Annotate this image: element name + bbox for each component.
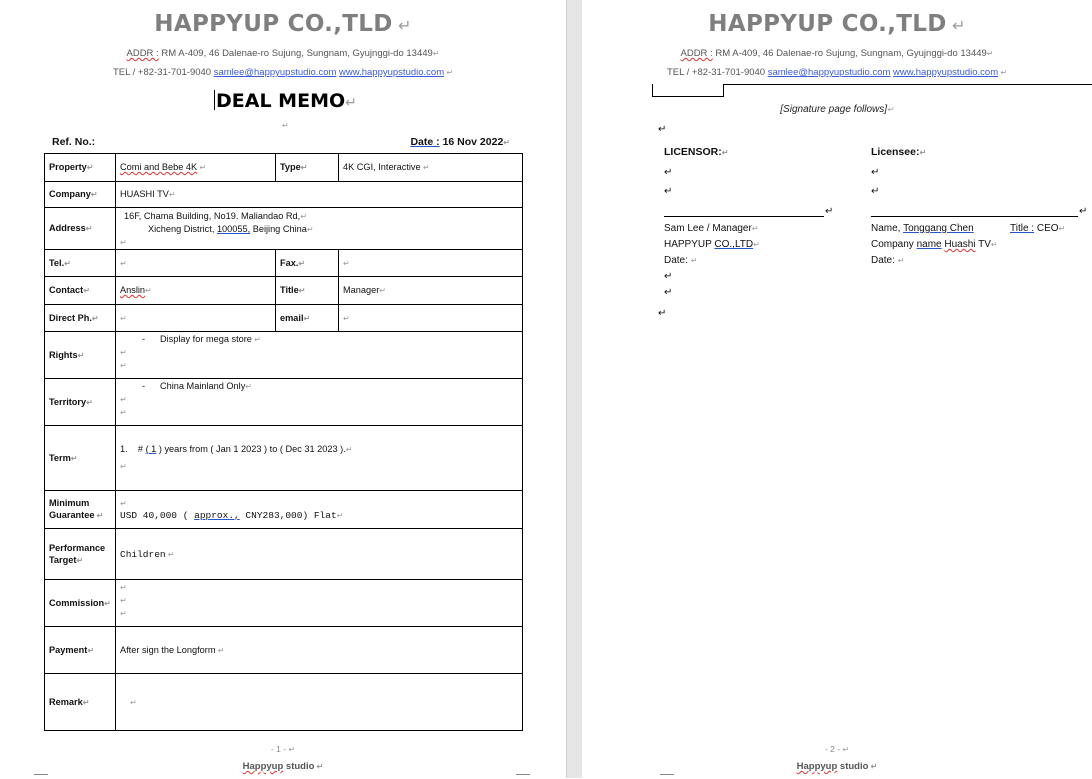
- letterhead-company: HAPPYUP CO.,TLD ↵: [154, 11, 412, 37]
- email-value[interactable]: ↵: [339, 305, 523, 332]
- minimum-guarantee-label: Minimum Guarantee ↵: [45, 491, 116, 529]
- fax-label: Fax.↵: [276, 250, 339, 277]
- page-number: - 1 - ↵: [270, 744, 296, 754]
- licensor-company: HAPPYUP CO.,LTD↵: [664, 239, 760, 250]
- type-label: Type↵: [276, 154, 339, 182]
- memo-date: Date : 16 Nov 2022↵: [410, 136, 510, 148]
- direct-phone-label: Direct Ph.↵: [45, 305, 116, 332]
- rights-value[interactable]: - Display for mega store ↵ ↵ ↵: [116, 332, 523, 379]
- title-value[interactable]: Manager↵: [339, 277, 523, 305]
- paragraph-mark: ↵: [871, 186, 880, 197]
- address-value[interactable]: 16F, Chama Building, No19. Maliandao Rd,↵ Xicheng District, 100055, Beijing China↵ ↵: [116, 208, 523, 250]
- deal-memo-table: [44, 153, 523, 731]
- property-label: Property↵: [45, 154, 116, 182]
- email-link[interactable]: samlee@happyupstudio.com: [213, 67, 337, 78]
- licensee-company: Company name Huashi TV↵: [871, 239, 998, 250]
- footer-studio: Happyup studio ↵: [242, 761, 324, 772]
- table-row: [45, 154, 523, 182]
- letterhead-address: ADDR : RM A-409, 46 Dalenae-ro Sujung, Sungnam, Gyujnggi-do 13449↵: [126, 48, 440, 59]
- page-corner-mark: [516, 774, 530, 779]
- type-value[interactable]: 4K CGI, Interactive ↵: [339, 154, 523, 182]
- text-cursor: [214, 90, 215, 110]
- table-row: [45, 182, 523, 208]
- memo-title: DEAL MEMO↵: [216, 90, 357, 112]
- company-label: Company↵: [45, 182, 116, 208]
- paragraph-mark: ↵: [664, 167, 673, 178]
- commission-value[interactable]: ↵ ↵ ↵: [116, 580, 523, 627]
- page-gutter: [566, 0, 582, 778]
- paragraph-mark: ↵: [664, 186, 673, 197]
- page-corner-mark: [34, 774, 48, 779]
- company-value[interactable]: HUASHI TV↵: [116, 182, 523, 208]
- payment-value[interactable]: After sign the Longform ↵: [116, 627, 523, 674]
- paragraph-mark: ↵: [825, 206, 834, 217]
- paragraph-mark: ↵: [658, 308, 667, 319]
- paragraph-mark: ↵: [658, 124, 667, 135]
- table-row: [45, 305, 523, 332]
- table-row: [45, 674, 523, 731]
- email-label: email↵: [276, 305, 339, 332]
- licensor-signature-line[interactable]: [664, 216, 824, 217]
- page-corner-mark: [660, 774, 674, 779]
- property-value[interactable]: Comi and Bebe 4K ↵: [116, 154, 276, 182]
- licensor-date[interactable]: Date: ↵: [664, 255, 698, 266]
- paragraph-mark: ↵: [871, 167, 880, 178]
- licensee-title: Title : CEO↵: [1010, 223, 1066, 234]
- letterhead-contact: TEL / +82-31-701-9040 samlee@happyupstudio.com www.happyupstudio.com ↵: [666, 67, 1008, 78]
- contact-label: Contact↵: [45, 277, 116, 305]
- tel-value[interactable]: ↵: [116, 250, 276, 277]
- ref-label: Ref. No.:: [52, 136, 96, 148]
- table-row: [45, 529, 523, 580]
- territory-label: Territory↵: [45, 379, 116, 426]
- minimum-guarantee-value[interactable]: ↵ USD 40,000 ( approx., CNY283,000) Flat↵: [116, 491, 523, 529]
- website-link[interactable]: www.happyupstudio.com: [893, 67, 999, 78]
- paragraph-mark: ↵: [664, 271, 673, 282]
- licensor-label: LICENSOR:↵: [664, 146, 729, 158]
- email-link[interactable]: samlee@happyupstudio.com: [767, 67, 891, 78]
- signature-follows-note: [Signature page follows]↵: [780, 104, 894, 115]
- address-label: Address↵: [45, 208, 116, 250]
- footer-studio: Happyup studio ↵: [796, 761, 878, 772]
- page-number: - 2 - ↵: [824, 744, 850, 754]
- paragraph-mark: ↵: [1079, 206, 1088, 217]
- rights-label: Rights↵: [45, 332, 116, 379]
- table-row: [45, 277, 523, 305]
- commission-label: Commission↵: [45, 580, 116, 627]
- table-row: [45, 379, 523, 426]
- direct-phone-value[interactable]: ↵: [116, 305, 276, 332]
- licensor-name: Sam Lee / Manager↵: [664, 223, 759, 234]
- tel-label: Tel.↵: [45, 250, 116, 277]
- table-row: [45, 627, 523, 674]
- term-label: Term↵: [45, 426, 116, 491]
- licensee-label: Licensee:↵: [871, 146, 927, 158]
- table-row: [45, 580, 523, 627]
- table-border-fragment: [652, 84, 1092, 98]
- payment-label: Payment↵: [45, 627, 116, 674]
- table-row: [45, 332, 523, 379]
- paragraph-mark: ↵: [664, 287, 673, 298]
- performance-target-value[interactable]: Children ↵: [116, 529, 523, 580]
- paragraph-mark: ↵: [282, 121, 289, 130]
- table-row: [45, 208, 523, 250]
- title-label: Title↵: [276, 277, 339, 305]
- table-row: [45, 250, 523, 277]
- table-row: [45, 491, 523, 529]
- licensee-name: Name, Tonggang Chen: [871, 223, 974, 234]
- remark-label: Remark↵: [45, 674, 116, 731]
- page-divider: [566, 0, 567, 778]
- fax-value[interactable]: ↵: [339, 250, 523, 277]
- licensee-signature-line[interactable]: [871, 216, 1078, 217]
- ref-row: [52, 136, 510, 148]
- contact-value[interactable]: Anslin↵: [116, 277, 276, 305]
- table-row: [45, 426, 523, 491]
- licensee-date[interactable]: Date: ↵: [871, 255, 905, 266]
- document-page-2: [582, 0, 1092, 778]
- letterhead-contact: TEL / +82-31-701-9040 samlee@happyupstudio.com www.happyupstudio.com ↵: [112, 67, 454, 78]
- letterhead-company: HAPPYUP CO.,TLD ↵: [708, 11, 966, 37]
- performance-target-label: Performance Target↵: [45, 529, 116, 580]
- website-link[interactable]: www.happyupstudio.com: [339, 67, 445, 78]
- territory-value[interactable]: - China Mainland Only↵ ↵ ↵: [116, 379, 523, 426]
- remark-value[interactable]: ↵: [116, 674, 523, 731]
- letterhead-address: ADDR : RM A-409, 46 Dalenae-ro Sujung, Sungnam, Gyujnggi-do 13449↵: [680, 48, 994, 59]
- term-value[interactable]: 1. # ( 1 ) years from ( Jan 1 2023 ) to ( Dec 31 2023 ).↵ ↵: [116, 426, 523, 491]
